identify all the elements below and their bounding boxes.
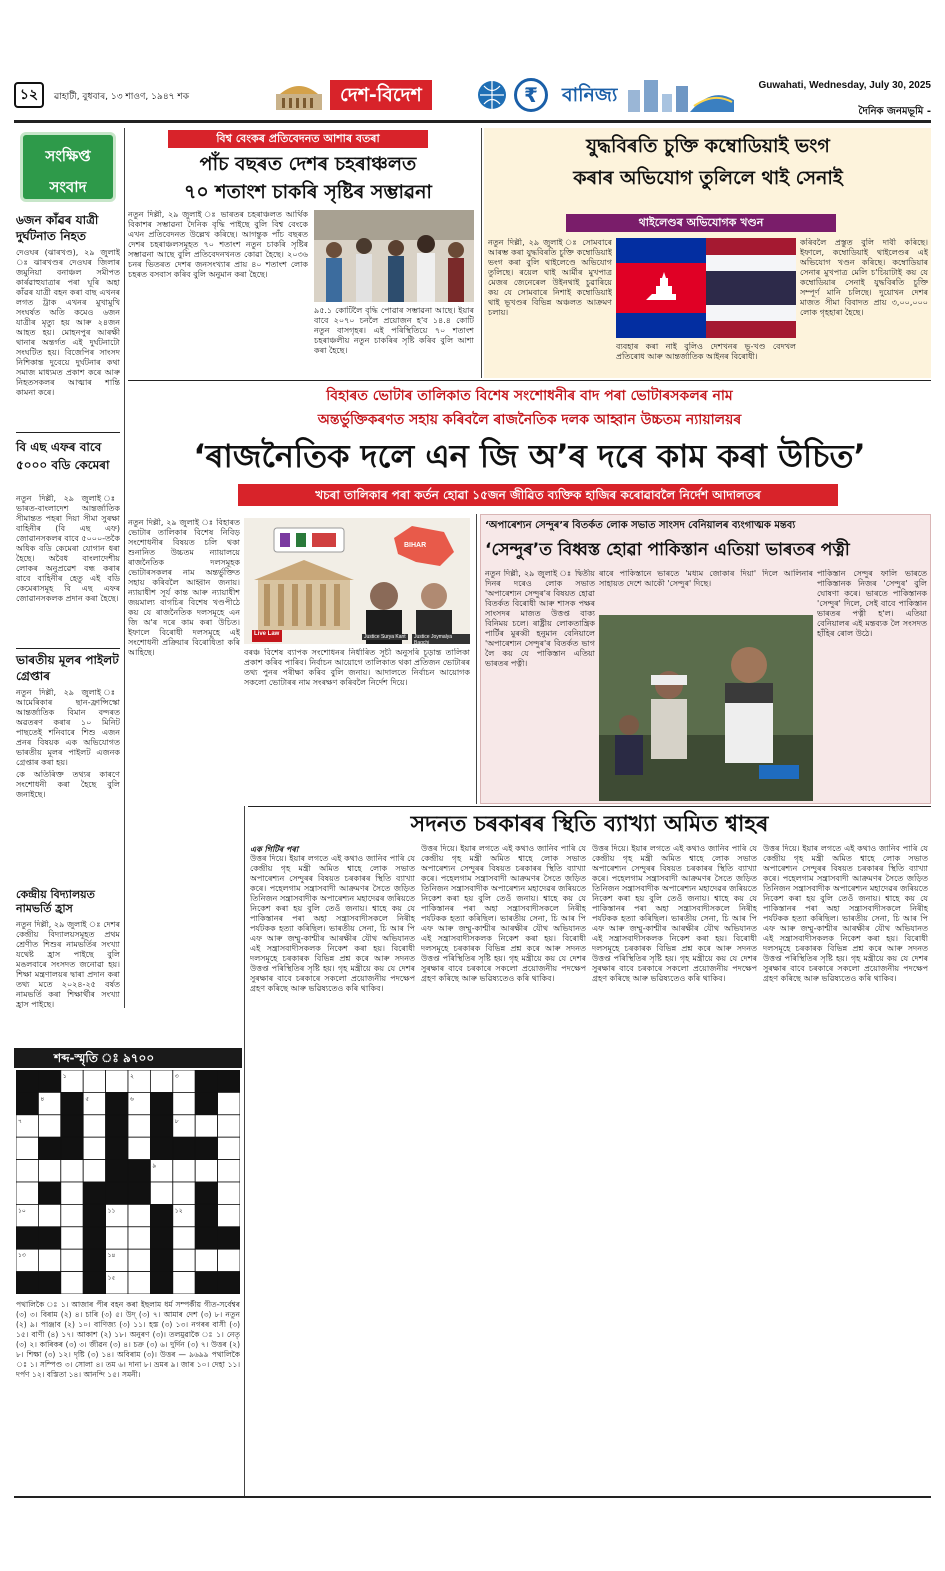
crossword-block [150, 1137, 172, 1159]
crossword-cell[interactable] [61, 1160, 83, 1182]
crossword-cell[interactable] [173, 1272, 195, 1294]
crossword-cell[interactable] [61, 1249, 83, 1271]
crossword-block [16, 1070, 38, 1092]
crossword-grid[interactable] [16, 1070, 240, 1294]
thai-story [484, 128, 931, 378]
crossword-number: ৫ [85, 1095, 90, 1103]
supreme-court-image [244, 518, 470, 644]
crossword-block [150, 1227, 172, 1249]
crossword-block [61, 1092, 83, 1114]
brief-divider [16, 432, 120, 433]
parliament-photo [599, 615, 813, 801]
crossword-block [106, 1137, 128, 1159]
crossword-block [128, 1182, 150, 1204]
story-headline: ‘সেন্দুৰ’ত বিধ্বস্ত হোৱা পাকিস্তান এতিয়া ভাৰতৰ পত্নী [485, 540, 850, 560]
page-number: ১২ [14, 82, 44, 108]
crossword-block [16, 1092, 38, 1114]
crossword-block [150, 1249, 172, 1271]
image-label-map: BIHAR [404, 542, 427, 549]
skyline-icon [624, 76, 734, 112]
story-body: নতুন দিল্লী, ২৯ জুলাই ঃ ভাৰতৰ চহৰাঞ্চলত আৰ্থিক বিকাশৰ সম্ভাৱনা দৈনিক বৃদ্ধি পাইছে বুলি বিশ্ব বেংকে এখন প্ৰতিবেদনত উল্লেখ কৰিছে। আগন্তুক পাঁচ বছৰত দেশৰ চহৰাঞ্চলসমূহত ৭০ শতাংশ নতুন চাকৰি সৃষ্টিৰ সম্ভাৱনা আছে বুলি প্ৰতিবেদনখনত কোৱা হৈছে। ২০৩৬ চনৰ ভিতৰত দেশৰ জনসংখ্যাৰ প্ৰায় ৪০ শতাংশ লোক চহৰত বসবাস কৰিব বুলি অনুমান কৰা হৈছে। [128, 210, 308, 279]
date-line-english: Guwahati, Wednesday, July 30, 2025 [758, 80, 931, 91]
crossword-cell[interactable] [106, 1227, 128, 1249]
story-body-right: কৰিবলৈ প্ৰস্তুত বুলি দাবী কৰিছে। ইফালে, কম্বোডিয়াই থাইলেণ্ডৰ এই অভিযোগ খণ্ডন কৰিছে। কম্বোডিয়াৰ সেনাৰ মুখপাত্ৰ মেলি চ'চিয়াটাই কয় যে কম্বোডিয়াৰ সেনাই যুদ্ধবিৰতি চুক্তি সম্পূৰ্ণ মানি চলিছে। দুয়োখন দেশৰ মাজত সীমা বিবাদত প্ৰায় ৩,০০,০০০ লোক গৃহহাৰা হৈছে। [800, 238, 928, 317]
story-headline: সদনত চৰকাৰৰ স্থিতি ব্যাখ্যা অমিত শ্বাহৰ [410, 812, 769, 837]
story-body: উত্তৰ দিয়ে। ইয়াৰ লগতে এই কথাও জানিব পাৰি যে কেন্দ্ৰীয় গৃহ মন্ত্ৰী অমিত শ্বাহে লোক সভাত অপাৰেশ্যন সেন্দুৰৰ বিষয়ত চৰকাৰৰ স্থিতি ব্যাখ্যা কৰে। পহেলগাম সন্ত্ৰাসবাদী আক্ৰমণৰ সৈতে জড়িত তিনিজন সন্ত্ৰাসবাদীক অপাৰেশ্যন মহাদেৱৰ জৰিয়তে নিকেশ কৰা হয় বুলি তেওঁ জনায়। শ্বাহে কয় যে পাকিস্তানৰ পৰা অহা সন্ত্ৰাসবাদীসকলে নিৰীহ পৰ্যটকক হত্যা কৰিছিল। ভাৰতীয় সেনা, চি আৰ পি এফ আৰু জম্মু-কাশ্মীৰ আৰক্ষীৰ যৌথ অভিযানত এই সন্ত্ৰাসবাদীসকলক নিকেশ কৰা হয়। বিৰোধী দলসমূহে চৰকাৰক বিভিন্ন প্ৰশ্ন কৰে আৰু সদনত উত্তপ্ত পৰিস্থিতিৰ সৃষ্টি হয়। গৃহ মন্ত্ৰীয়ে কয় যে দেশৰ সুৰক্ষাৰ বাবে চৰকাৰে সকলো প্ৰয়োজনীয় পদক্ষেপ গ্ৰহণ কৰিছে আৰু ভৱিষ্যতেও কৰি থাকিব। [592, 844, 757, 983]
crossword-cell[interactable] [128, 1272, 150, 1294]
paper-name: দৈনিক জনমভূমি - [858, 106, 931, 117]
crossword-number: ৬ [130, 1095, 134, 1103]
story-kicker: বিশ্ব বেংকৰ প্ৰতিবেদনত আশাৰ বতৰা [168, 130, 428, 148]
crossword-number: ১১ [107, 1207, 116, 1215]
crossword-cell[interactable] [61, 1182, 83, 1204]
crossword-cell[interactable] [150, 1182, 172, 1204]
crossword-clues: পথালিকৈ ঃ ১। আজাৰ পীৰ বহন কৰা ইছলাম ধৰ্ম সম্পৰ্কীয় গীত-সৰ্বেশ্বৰ (৩) ৩। বিৰাম (২) ৪। চাৰি (৩) ৫। উদ্ (৩) ৭। আমাৰ দেশ (৩) ৮। নতুন (২) ৯। পাঞ্জাব (২) ১০। বাণিজ্য (৩) ১১। হস্ত (৩) ১৩। নগৰৰ বাসী (৩) ১৫। বাণী (৪) ১৭। আকাশ (২) ১৮। অনুৰণ (৩)। তলমুৱাকৈ ঃ ১। নেতৃ (৩) ২। কাৰিকৰ (৩) ৩। জীৱন (৩) ৪। চক্ৰ (৩) ৬। দুৰ্দিন (৩) ৭। উত্তৰ (২) ৮। শিক্ষা (৩) ১২। দৃষ্টি (৩) ১৪। অবিৰাম (৩)। উত্তৰ — ৯৬৯৯ পথালিকৈ ঃ ১। সম্পিণ্ড ৩। সোলা ৪। তম ৬। দানা ৮। ভ্ৰমৰ ৯। জাৰ ১০। দেহা ১১। দৰ্পণ ১২। বস্তিতা ১৪। আনন্দি ১৫। সমনী। [16, 1300, 240, 1379]
rupee-icon: ₹ [514, 78, 548, 112]
story-headline: ৭০ শতাংশ চাকৰি সৃষ্টিৰ সম্ভাৱনা [184, 181, 432, 203]
crossword-number: ১ [62, 1073, 67, 1080]
image-label-judge2: Justice Joymalya Bagchi [412, 634, 470, 644]
crossword-block [195, 1070, 217, 1092]
brief-news-badge [20, 132, 116, 202]
crossword-block [150, 1204, 172, 1226]
crossword-cell[interactable] [218, 1204, 240, 1226]
crossword-cell[interactable] [83, 1115, 105, 1137]
story-headline: ‘ৰাজনৈতিক দলে এন জি অ’ৰ দৰে কাম কৰা উচিত’ [193, 437, 866, 475]
brief-title-line1: সংক্ষিপ্ত [45, 147, 91, 165]
story-body-continued: ব্যবহাৰ কৰা নাই বুলিও দেশখনৰ ভূ-খণ্ড বেদখল প্ৰতিৰোধ আৰু আন্তৰ্জাতিক আইনৰ বিৰোধী। [616, 342, 796, 361]
crossword-block [61, 1137, 83, 1159]
crossword-cell[interactable] [83, 1070, 105, 1092]
crossword-number: ৯ [152, 1162, 157, 1170]
crossword-cell[interactable] [218, 1160, 240, 1182]
crossword-cell[interactable] [218, 1137, 240, 1159]
crossword-cell[interactable] [218, 1092, 240, 1114]
story-body: উত্তৰ দিয়ে। ইয়াৰ লগতে এই কথাও জানিব পাৰি যে কেন্দ্ৰীয় গৃহ মন্ত্ৰী অমিত শ্বাহে লোক সভাত অপাৰেশ্যন সেন্দুৰৰ বিষয়ত চৰকাৰৰ স্থিতি ব্যাখ্যা কৰে। পহেলগাম সন্ত্ৰাসবাদী আক্ৰমণৰ সৈতে জড়িত তিনিজন সন্ত্ৰাসবাদীক অপাৰেশ্যন মহাদেৱৰ জৰিয়তে নিকেশ কৰা হয় বুলি তেওঁ জনায়। শ্বাহে কয় যে পাকিস্তানৰ পৰা অহা সন্ত্ৰাসবাদীসকলে নিৰীহ পৰ্যটকক হত্যা কৰিছিল। ভাৰতীয় সেনা, চি আৰ পি এফ আৰু জম্মু-কাশ্মীৰ আৰক্ষীৰ যৌথ অভিযানত এই সন্ত্ৰাসবাদীসকলক নিকেশ কৰা হয়। বিৰোধী দলসমূহে চৰকাৰক বিভিন্ন প্ৰশ্ন কৰে আৰু সদনত উত্তপ্ত পৰিস্থিতিৰ সৃষ্টি হয়। গৃহ মন্ত্ৰীয়ে কয় যে দেশৰ সুৰক্ষাৰ বাবে চৰকাৰে সকলো প্ৰয়োজনীয় পদক্ষেপ গ্ৰহণ কৰিছে আৰু ভৱিষ্যতেও কৰি থাকিব। [250, 854, 415, 993]
crossword-block [83, 1204, 105, 1226]
story-kicker-line2: অন্তৰ্ভুক্তিকৰণত সহায় কৰিবলৈ ৰাজনৈতিক দলক আহ্বান উচ্চতম ন্যায়ালয়ৰ [317, 412, 742, 428]
brief-body: নতুন দিল্লী, ২৯ জুলাই ঃ আমেৰিকাৰ ছান-ফ্ৰান্সিস্কো আন্তৰ্জাতিক বিমান বন্দৰত অৱতৰণ কৰাৰ ১০ মিনিট পাছতেই শনিবাৰে শিশু এজন প্ৰনৰ বিষয়ক এক অভিযোগত ভাৰতীয় মূলৰ পাইলট এজনক গ্ৰেপ্তাৰ কৰা হয়। [16, 688, 120, 767]
story-lead: এক গিটিৰ পৰা [250, 845, 299, 854]
crossword-number: ১৩ [18, 1252, 26, 1260]
crossword-cell[interactable] [38, 1160, 60, 1182]
crossword-block [83, 1272, 105, 1294]
globe-icon [476, 79, 508, 111]
footer-rule [14, 1496, 931, 1498]
photo-caption-body: ৯৫.১ কোটিলৈ বৃদ্ধি পোৱাৰ সম্ভাৱনা আছে। ইয়াৰ বাবে ২০৭০ চনলৈ প্ৰয়োজন হ'ব ১৪.৪ কোটি নতুন বাসগৃহৰ। এই পৰিস্থিতিয়ে ৭০ শতাংশ চহৰাঞ্চলীয় নতুন চাকৰিৰ সৃষ্টি কৰিব বুলি আশা কৰা হৈছে। [314, 306, 474, 355]
brief-headline: কেন্দ্ৰীয় বিদ্যালয়ত নামভৰ্তি হ্ৰাস [16, 888, 95, 915]
column-divider [476, 514, 477, 804]
section-title-right: বানিজ্য [562, 84, 618, 106]
crossword-number: ১২ [174, 1207, 183, 1215]
story-body-right: পাকিস্তান সেন্দুৰ ফালি ভাৰতে পাকিস্তানক নিজৰ 'সেন্দুৰ' বুলি ঘোষণা কৰে। ভাৰতে পাকিস্তানক 'সেন্দুৰ' দিলে, সেই বাবে পাকিস্তান ভাৰতৰ পত্নী হ'ল। এতিয়া বেনিয়ালৰ এই মন্তব্যক লৈ সংসদত হাঁহিৰ ৰোল উঠে। [817, 569, 927, 638]
crossword-cell[interactable] [16, 1137, 38, 1159]
crossword-block [128, 1160, 150, 1182]
story-kicker: ‘অপাৰেশ্যন সেন্দুৰ’ৰ বিতৰ্কত লোক সভাত সাংসদ বেনিয়ালৰ ব্যংগাত্মক মন্তব্য [485, 520, 796, 531]
crossword-block [83, 1249, 105, 1271]
crossword-cell[interactable] [195, 1115, 217, 1137]
header-rule [14, 120, 931, 123]
crossword-cell[interactable] [61, 1227, 83, 1249]
crossword-block [106, 1115, 128, 1137]
crossword-number: ৩ [174, 1073, 179, 1080]
crossword-cell[interactable] [83, 1160, 105, 1182]
crossword-cell[interactable] [173, 1182, 195, 1204]
date-line-assamese: ৱাহাটী, বুধবাৰ, ১৩ শাওণ, ১৯৪৭ শক [54, 92, 190, 102]
crossword-cell[interactable] [173, 1249, 195, 1271]
crossword-block [38, 1272, 60, 1294]
story-headline: কৰাৰ অভিযোগ তুলিলে থাই সেনাই [573, 167, 843, 189]
crossword-cell[interactable] [61, 1272, 83, 1294]
crossword-block [195, 1182, 217, 1204]
crossword-block [16, 1272, 38, 1294]
brief-body-continued: কে অতিৰিক্ত তথ্যৰ কাৰণে সংশোধনী কৰা হৈছে বুলি জনাইছে। [16, 770, 120, 799]
world-bank-story [128, 128, 478, 378]
brief-news-column [14, 128, 122, 768]
brief-body: নতুন দিল্লী, ২৯ জুলাই ঃ দেশৰ কেন্দ্ৰীয় বিদ্যালয়সমূহত প্ৰথম শ্ৰেণীত শিশুৰ নামভৰ্তিৰ সংখ্যা যথেষ্ট হ্ৰাস পাইছে বুলি মঙলবাৰে সংসদত জনোৱা হয়। শিক্ষা মন্ত্ৰণালয়ৰ দ্বাৰা প্ৰদান কৰা তথ্য মতে ২০২৪-২৫ বৰ্ষত নামভৰ্তি কৰা শিক্ষাৰ্থীৰ সংখ্যা হ্ৰাস পাইছে। [16, 920, 120, 1009]
crossword-block [195, 1137, 217, 1159]
crossword-block [150, 1272, 172, 1294]
crossword-cell[interactable] [128, 1227, 150, 1249]
story-headline: যুদ্ধবিৰতি চুক্তি কম্বোডিয়াই ভংগ [586, 135, 830, 157]
column-divider [481, 128, 482, 378]
brief-headline: বি এছ এফৰ বাবে ৫০০০ বডি কেমেৰা [16, 440, 110, 472]
brief-news-column-lower [14, 770, 244, 1009]
crossword-block [106, 1092, 128, 1114]
image-label-judge1: Justice Surya Kant [364, 634, 406, 640]
crossword-cell[interactable] [128, 1204, 150, 1226]
crossword-block [195, 1227, 217, 1249]
image-label-logo: Live Law [254, 631, 280, 637]
crossword-block [195, 1204, 217, 1226]
crossword-block [218, 1070, 240, 1092]
crossword-cell[interactable] [195, 1160, 217, 1182]
brief-body: নতুন দিল্লী, ২৯ জুলাই ঃ ভাৰত-বাংলাদেশ আন্তৰ্জাতিক সীমান্তত পহৰা দিয়া সীমা সুৰক্ষা বাহিনীৰ (বি এছ এফ) জোৱানসকলৰ বাবে ৫০০০-তকৈ অধিক বডি কেমেৰা যোগান ধৰা হৈছে। অবৈধ বাংলাদেশীয় লোকৰ অনুপ্ৰৱেশ বন্ধ কৰাৰ বাবে বাহিনীৰ হেতু এই বডি কেমেৰাসমূহ বি এছ এফৰ জোৱানসকলক প্ৰদান কৰা হৈছে। [16, 494, 120, 603]
crossword-block [106, 1182, 128, 1204]
story-body-mid: ৰাৰে পাকিস্তানে ভাৰতে 'মধ্যম জোকাৰ দিয়া' দিলে আলিনাৰ সাহায়ত দেশে আকৌ 'সেন্দুৰ' দিছে। [599, 569, 813, 588]
crossword-cell[interactable] [16, 1182, 38, 1204]
crossword-title: শব্দ-স্মৃতি ঃ ৯৭০০ [14, 1048, 242, 1068]
crossword-cell[interactable] [38, 1249, 60, 1271]
story-body: উত্তৰ দিয়ে। ইয়াৰ লগতে এই কথাও জানিব পাৰি যে কেন্দ্ৰীয় গৃহ মন্ত্ৰী অমিত শ্বাহে লোক সভাত অপাৰেশ্যন সেন্দুৰৰ বিষয়ত চৰকাৰৰ স্থিতি ব্যাখ্যা কৰে। পহেলগাম সন্ত্ৰাসবাদী আক্ৰমণৰ সৈতে জড়িত তিনিজন সন্ত্ৰাসবাদীক অপাৰেশ্যন মহাদেৱৰ জৰিয়তে নিকেশ কৰা হয় বুলি তেওঁ জনায়। শ্বাহে কয় যে পাকিস্তানৰ পৰা অহা সন্ত্ৰাসবাদীসকলে নিৰীহ পৰ্যটকক হত্যা কৰিছিল। ভাৰতীয় সেনা, চি আৰ পি এফ আৰু জম্মু-কাশ্মীৰ আৰক্ষীৰ যৌথ অভিযানত এই সন্ত্ৰাসবাদীসকলক নিকেশ কৰা হয়। বিৰোধী দলসমূহে চৰকাৰক বিভিন্ন প্ৰশ্ন কৰে আৰু সদনত উত্তপ্ত পৰিস্থিতিৰ সৃষ্টি হয়। গৃহ মন্ত্ৰীয়ে কয় যে দেশৰ সুৰক্ষাৰ বাবে চৰকাৰে সকলো প্ৰয়োজনীয় পদক্ষেপ গ্ৰহণ কৰিছে আৰু ভৱিষ্যতেও কৰি থাকিব। [763, 844, 928, 983]
crossword-number: ১৫ [107, 1274, 116, 1282]
crossword-block [38, 1182, 60, 1204]
crossword-block [83, 1227, 105, 1249]
crossword-cell[interactable] [38, 1204, 60, 1226]
crossword-cell[interactable] [173, 1160, 195, 1182]
story-body: নতুন দিল্লী, ২৯ জুলাই ঃ দ্বিতীয় দিনৰ দৰেও লোক সভাত 'অপাৰেশ্যন সেন্দুৰ'ৰ বিষয়ত হোৱা বিতৰ্কত বিৰোধী আৰু শাসক পক্ষৰ সাংসদৰ মাজত উত্তপ্ত বাক্য বিনিময় চলে। ৰাষ্ট্ৰীয় লোকতান্ত্ৰিক পাৰ্টিৰ মুৰব্বী হনুমান বেনিয়ালে 'অপাৰেশ্যন সেন্দুৰ'ৰ বিতৰ্কত ভাগ লৈ কয় যে পাকিস্তান এতিয়া ভাৰতৰ পত্নী। [485, 569, 595, 668]
crossword-cell[interactable] [173, 1092, 195, 1114]
crossword-cell[interactable] [128, 1115, 150, 1137]
brief-body: দেওঘৰ (ঝাৰখণ্ড), ২৯ জুলাই ঃ ঝাৰখণ্ডৰ দেওঘৰ জিলাৰ জমুনিয়া বনাঞ্চল সমীপত কাৰ্ৰৱাহুযাত্ৰাৰ পৰা ঘূৰি অহা কাঁৱৰ যাত্ৰী বহন কৰা বাছ এখনৰ লগত ট্ৰাক এখনৰ মুখামুখি সংঘৰ্ষত অতি কমেও ৬জন যাত্ৰীৰ মৃত্যু হয় আৰু ২৪জন আহত হয়। মোহনপুৰ আৰক্ষী থানাৰ অন্তৰ্গত এই দুৰ্ঘটনাটো সংঘটিত হয়। বিজেপিৰ সাংসদ নিশিকান্ত দুবেয়ে দুৰ্ঘটনাৰ কথা সমাজ মাধ্যমত প্ৰকাশ কৰে আৰু নিহতসকলৰ আত্মাৰ শান্তি কামনা কৰে। [16, 248, 120, 397]
crossword-cell[interactable] [218, 1115, 240, 1137]
crossword-number: ১০ [18, 1207, 26, 1215]
shah-story [248, 808, 931, 1488]
crossword-block [218, 1227, 240, 1249]
crossword-cell[interactable] [218, 1249, 240, 1271]
crossword [14, 1048, 242, 1488]
crossword-block [195, 1272, 217, 1294]
crossword-cell[interactable] [173, 1227, 195, 1249]
crossword-block [218, 1272, 240, 1294]
story-subhead: খচৰা তালিকাৰ পৰা কৰ্তন হোৱা ১৫জন জীৱিত ব্যক্তিক হাজিৰ কৰোৱাবলৈ নিৰ্দেশ আদালতৰ [238, 484, 838, 506]
crossword-cell[interactable] [106, 1070, 128, 1092]
crossword-number: ৮ [174, 1117, 179, 1125]
crossword-block [173, 1137, 195, 1159]
building-icon [274, 80, 324, 112]
crossword-block [38, 1137, 60, 1159]
section-title-left: দেশ-বিদেশ [330, 80, 432, 110]
crossword-number: ২ [130, 1073, 134, 1080]
crossword-cell[interactable] [218, 1182, 240, 1204]
story-body: উত্তৰ দিয়ে। ইয়াৰ লগতে এই কথাও জানিব পাৰি যে কেন্দ্ৰীয় গৃহ মন্ত্ৰী অমিত শ্বাহে লোক সভাত অপাৰেশ্যন সেন্দুৰৰ বিষয়ত চৰকাৰৰ স্থিতি ব্যাখ্যা কৰে। পহেলগাম সন্ত্ৰাসবাদী আক্ৰমণৰ সৈতে জড়িত তিনিজন সন্ত্ৰাসবাদীক অপাৰেশ্যন মহাদেৱৰ জৰিয়তে নিকেশ কৰা হয় বুলি তেওঁ জনায়। শ্বাহে কয় যে পাকিস্তানৰ পৰা অহা সন্ত্ৰাসবাদীসকলে নিৰীহ পৰ্যটকক হত্যা কৰিছিল। ভাৰতীয় সেনা, চি আৰ পি এফ আৰু জম্মু-কাশ্মীৰ আৰক্ষীৰ যৌথ অভিযানত এই সন্ত্ৰাসবাদীসকলক নিকেশ কৰা হয়। বিৰোধী দলসমূহে চৰকাৰক বিভিন্ন প্ৰশ্ন কৰে আৰু সদনত উত্তপ্ত পৰিস্থিতিৰ সৃষ্টি হয়। গৃহ মন্ত্ৰীয়ে কয় যে দেশৰ সুৰক্ষাৰ বাবে চৰকাৰে সকলো প্ৰয়োজনীয় পদক্ষেপ গ্ৰহণ কৰিছে আৰু ভৱিষ্যতেও কৰি থাকিব। [421, 844, 586, 983]
crossword-cell[interactable] [61, 1204, 83, 1226]
crossword-cell[interactable] [83, 1137, 105, 1159]
crowd-photo [314, 210, 474, 302]
sc-story-headlines [128, 384, 931, 512]
crossword-cell[interactable] [128, 1137, 150, 1159]
brief-headline: ৬জন কাঁৱৰ যাত্ৰী দুৰ্ঘটনাত নিহত [16, 213, 99, 243]
sindoor-story [480, 514, 931, 804]
crossword-block [150, 1092, 172, 1114]
section-rule [128, 380, 931, 381]
brief-divider [16, 648, 120, 649]
crossword-cell[interactable] [128, 1249, 150, 1271]
crossword-block [61, 1115, 83, 1137]
crossword-cell[interactable] [150, 1070, 172, 1092]
story-body-left: নতুন দিল্লী, ২৯ জুলাই ঃ সোমবাৰে আৰম্ভ কৰা যুদ্ধবিৰতি চুক্তি কম্বোডিয়াই ভংগ কৰা বুলি থাইলেণ্ডে অভিযোগ তুলিছে। ৰয়েল থাই আৰ্মীৰ মুখপাত্ৰ মেজৰ জেনেৰেল উইনথাই চুৱাৰিয়ে কয় যে সোমবাৰে নিশাই কম্বোডিয়াই থাই ভূখণ্ডৰ বিভিন্ন অঞ্চলত আক্ৰমণ চলায়। [488, 238, 612, 317]
crossword-block [106, 1160, 128, 1182]
crossword-block [38, 1227, 60, 1249]
crossword-number: ৭ [18, 1117, 22, 1125]
story-kicker: থাইলেণ্ডৰ অভিযোগক খণ্ডন [566, 214, 836, 232]
crossword-block [16, 1227, 38, 1249]
crossword-cell[interactable] [16, 1160, 38, 1182]
crossword-number: ১৪ [107, 1252, 116, 1260]
column-divider [244, 806, 245, 1496]
crossword-block [83, 1182, 105, 1204]
section-rule [248, 806, 931, 807]
sc-story [128, 514, 473, 804]
column-divider [124, 128, 125, 1008]
crossword-cell[interactable] [195, 1249, 217, 1271]
story-kicker-line1: বিহাৰত ভোটাৰ তালিকাত বিশেষ সংশোধনীৰ বাদ পৰা ভোটাৰসকলৰ নাম [326, 388, 733, 404]
brief-headline: ভাৰতীয় মূলৰ পাইলট গ্ৰেপ্তাৰ [16, 653, 119, 683]
story-body: নতুন দিল্লী, ২৯ জুলাই ঃ বিহাৰত ভোটাৰ তালিকাৰ বিশেষ নিবিড় সংশোধনীৰ বিষয়ত চলি থকা শুনানিত উচ্চতম ন্যায়ালয়ে ৰাজনৈতিক দলসমূহক ভোটাৰসকলৰ নাম অন্তৰ্ভুক্তিত সহায় কৰিবলৈ আহ্বান জনায়। ন্যায়াধীশ সূৰ্য কান্ত আৰু ন্যায়াধীশ জয়মাল্য বাগচিৰ বিশেষ খণ্ডপীঠে কয় যে ৰাজনৈতিক দলসমূহে এন জি অ'ৰ দৰে কাম কৰা উচিত। ইফালে বিৰোধী দলসমূহে এই সংশোধনী প্ৰক্ৰিয়াৰ বিৰোধিতা কৰি আহিছে। [128, 518, 240, 657]
crossword-block [38, 1070, 60, 1092]
crossword-block [195, 1092, 217, 1114]
brief-title-line2: সংবাদ [49, 178, 87, 196]
story-body-2: বৰঞ্চ বিশেষ ব্যাপক সংশোধনৰ নিৰ্ধাৰিত সূচী অনুসৰি চূড়ান্ত তালিকা প্ৰকাশ কৰিব পাৰিব। নিৰ্বাচন আয়োগে তালিকাত থকা প্ৰতিজন ভোটাৰৰ তথ্য পুনৰ পৰীক্ষা কৰিব বুলি জনায়। আদালতে নিৰ্বাচন আয়োগক সকলো ভোটাৰৰ নাম সংৰক্ষণ কৰিবলৈ নিৰ্দেশ দিয়ে। [244, 648, 470, 687]
crossword-block [150, 1115, 172, 1137]
story-headline: পাঁচ বছৰত দেশৰ চহৰাঞ্চলত [199, 153, 417, 175]
crossword-cell[interactable] [38, 1115, 60, 1137]
crossword-number: ৪ [40, 1095, 45, 1103]
flags-image [616, 238, 796, 338]
